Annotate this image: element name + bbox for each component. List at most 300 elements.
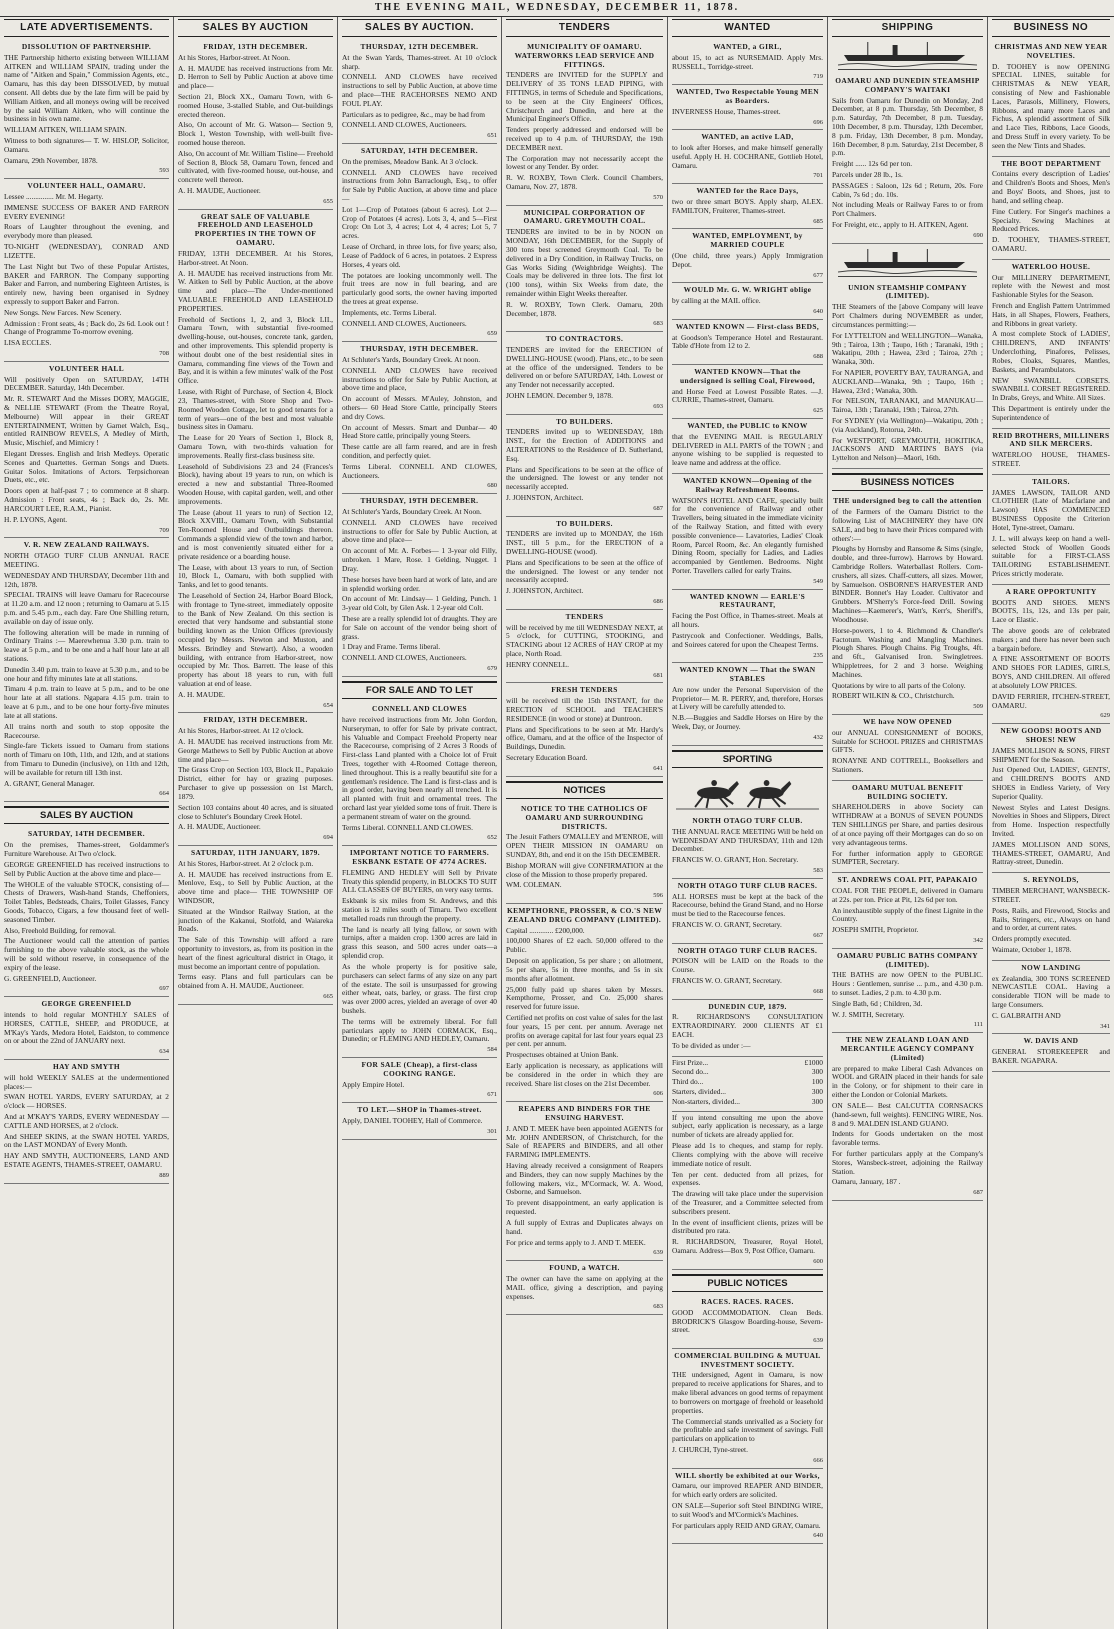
col2-ad	[342, 494, 497, 677]
ad-text: To prevent disappointment, an early application is requested.	[506, 1198, 663, 1217]
prize-label: Second do...	[672, 1067, 709, 1077]
ad-text: This Department is entirely under the Superintendence of	[992, 403, 1110, 422]
ad-text: Having already received a consignment of Reapers and Binders, they can now supply Machines by the following makers, viz., M'Cormack, W. A. Wood, Osborne, and Samuelson.	[506, 1161, 663, 1197]
col2-ad	[342, 40, 497, 144]
ad-text: A. H. MAUDE.	[178, 689, 226, 699]
col3-ad	[506, 206, 663, 332]
col4-ad	[672, 663, 823, 745]
ad-title: THE undersigned beg to call the attention	[833, 496, 982, 506]
ad-text: Waimate, October 1, 1878.	[992, 944, 1072, 954]
col4-ad	[672, 419, 823, 474]
ad-title: THE NEW ZEALAND LOAN AND MERCANTILE AGENCY COMPANY (Limited)	[840, 1035, 975, 1062]
ad-number: 596	[653, 892, 663, 900]
ad-title: OAMARU MUTUAL BENEFIT BUILDING SOCIETY.	[851, 782, 964, 801]
ad-title: TO LET.—SHOP in Thames-street.	[357, 1105, 482, 1115]
prize-label: Third do...	[672, 1077, 704, 1087]
ad-text: JAMES MOLLISON AND SONS, THAMES-STREET, OAMARU, And Rattray-street, Dunedin.	[992, 839, 1110, 867]
ad-text: For NELSON, TARANAKI, and MANUKAU—Tairoa, 13th ; Taranaki, 19th ; Tairoa, 27th.	[832, 396, 983, 415]
col3b-ad	[506, 802, 663, 904]
col3-ad	[506, 610, 663, 684]
ad-number: 570	[653, 193, 663, 201]
ad-text: have received instructions from Mr. John Gordon, Nurseryman, to offer for Sale by private contract, his Valuable and Compact Freehold Property near the Racecourse, comprising of 2 Acres 3 Roods of First-class Land planted with a Choice lot of Fruit Trees, together with 4-Roomed Cottage thereon, lined throughout. This is a really beautiful site for a gentleman's residence. The Land is first-class and is in good order, having been nearly all trenched. It is all planted with fruit and ornamental trees. The orchard last year yielded some tons of fruit. There is a permanent stream of water on the ground.	[342, 714, 497, 821]
ad-text: The Leasehold of Section 24, Harbor Board Block, with frontage to Tyne-street, immediately opposite to the Bank of New Zealand. On this section is erected that very handsome and substantial stone building known as the Union Offices (previously occupied by Messrs. Newton and Muston, and Messrs. Brindley and Stewart). Also, a wooden building, with entrance from Harbor-street, now occupied by Mr. Thos. Barrett. The lease of this property has about 18 years to run, with full valuation at end of lease.	[178, 590, 333, 689]
ad-title: UNION STEAMSHIP COMPANY (LIMITED).	[848, 282, 967, 301]
ad-number: 681	[653, 671, 663, 679]
prize-value: 100	[811, 1077, 823, 1087]
ad-text: INVERNESS House, Thames-street.	[672, 106, 781, 116]
ad-text: and Horse Feed at Lowest Possible Rates. —J. CURRIE, Thames-street, Oamaru.	[672, 386, 823, 405]
ad-text: ALL HORSES must be kept at the back of the Racecourse, behind the Grand Stand, and no Horse must be tied to the Racecourse fences.	[672, 891, 823, 919]
column-business-notices	[988, 17, 1114, 1629]
ad-text: Pastrycook and Confectioner. Weddings, Balls, and Soirees catered for upon the Cheapest Terms.	[672, 630, 823, 649]
col5b-ad	[832, 1033, 983, 1201]
ad-title: OAMARU AND DUNEDIN STEAMSHIP COMPANY'S WAITAKI	[835, 75, 980, 94]
ad-text: Lessee ............... Mr. M. Hegarty.	[4, 192, 104, 201]
ad-text: The Jesuit Fathers O'MALLEY and M'ENROE, will OPEN THEIR MISSION IN OAMARU on SUNDAY, 8th, and end it on the 15th DECEMBER.	[506, 832, 663, 860]
col6-ad	[992, 475, 1110, 585]
ad-text: HAY AND SMYTH, AUCTIONEERS, LAND AND ESTATE AGENTS, THAMES-STREET, OAMARU.	[4, 1151, 169, 1170]
ad-number: 235	[813, 651, 823, 659]
ad-title: ST. ANDREWS COAL PIT, PAPAKAIO	[837, 875, 978, 885]
ad-text: The drawing will take place under the supervision of the Treasurer, and a Committee selected from subscribers present.	[672, 1189, 823, 1216]
ad-text: The following alteration will be made in running of Ordinary Trains :— Maerewhenua 3.30 p.m. train to leave at 5 p.m., and to be one and a half hour late at all stations.	[4, 627, 169, 664]
ad-title: NEW GOODS! BOOTS AND SHOES! NEW	[1000, 726, 1102, 744]
col0-ad	[4, 362, 169, 539]
col3-ad	[506, 517, 663, 610]
column-sales-by-auction-1	[174, 17, 338, 1629]
ad-number: 549	[813, 577, 823, 585]
ad-text: A full supply of Extras and Duplicates always on hand.	[506, 1217, 663, 1236]
ad-text: As the whole property is for positive sale, purchasers can select farms of any size on any part of the estate. The soil is unsurpassed for growing either wheat, oats, barley, or grass. The first crop was over 2000 acres, yielded an average of over 40 bushels.	[342, 961, 497, 1015]
col2b-ad	[342, 846, 497, 1058]
column-heading: SALES BY AUCTION	[178, 19, 333, 37]
ad-text: For LYTTELTON and WELLINGTON—Wanaka, 9th ; Tairoa, 13th ; Taupo, 16th ; Taranaki, 19th ; Wakatipu, 20th ; Hawea, 23rd ; Tairoa, 27th ; Wanaka, 30th.	[832, 330, 983, 367]
col4-ad	[672, 320, 823, 365]
ad-text: A. H. MAUDE has received instructions from E. Menlove, Esq., to Sell by Public Auction, at the above time and place— THE TOWNSHIP OF WINDSOR,	[178, 869, 333, 905]
ad-text: Timaru 4 p.m. train to leave at 5 p.m., and to be one hour late at all stations. Ngapara 4.15 p.m. train to leave at 6 p.m., and to be one hour forty-five minutes late at all stations.	[4, 684, 169, 720]
section-heading: SALES BY AUCTION	[4, 806, 169, 824]
ad-text: that the EVENING MAIL is REGULARLY DELIVERED in ALL PARTS of the TOWN ; and anyone wishing to be supplied is requested to leave name and address at the office.	[672, 431, 823, 468]
ad-text: WATSON'S HOTEL AND CAFE, specially built for the convenience of Railway and other Travellers, being situated in the immediate vicinity of the Railway Station, and fitted with every possible convenience— Lavatories, Ladies' Cloak Room, Parcel Room, &c. An elegantly furnished Dining Room, specially for Ladies, and Ladies accompanied by Gentlemen. Bedrooms. Night Porter. Travellers called for early Trains.	[672, 495, 823, 576]
ad-text: Contains every description of Ladies' and Children's Boots and Shoes, Men's and Boys' Boots, and Shoes, just to hand, and selling cheap.	[992, 169, 1110, 205]
ad-text: THE Partnership hitherto existing between WILLIAM AITKEN and WILLIAM SPAIN, trading under the name of "Aitken and Spain," Commission Agents, etc., Oamaru, has this day been DISSOLVED, by mutual consent. All debts due by the late firm will be paid by William Aitken, and all moneys owing will be received by the said William Aitken, who will continue the business in his own name.	[4, 52, 169, 124]
col4b-ad	[672, 879, 823, 944]
col4-ad	[672, 365, 823, 419]
ad-title: REID BROTHERS, MILLINERS AND SILK MERCERS.	[992, 430, 1110, 449]
ad-number: 690	[973, 231, 983, 239]
ad-text: Freehold of Sections 1, 2, and 3, Block LII., Oamaru Town, with substantial five-roomed dwelling-house, out-houses, concrete tank, garden, and other improvements. This splendid property is without doubt one of the best residential sites in Oamaru, commanding fine views of the Town and Bay, and it is within a few minutes' walk of the Post Office.	[178, 314, 333, 386]
ad-number: 668	[813, 987, 823, 995]
ad-text: At Schluter's Yards, Boundary Creek. At Noon.	[342, 507, 482, 517]
ad-text: At his Stores, Harbor-street. At 2 o'clock p.m.	[178, 858, 314, 868]
col4-ad	[672, 184, 823, 229]
ad-number: 709	[159, 526, 169, 534]
ad-text: Please add 1s to cheques, and stamp for reply. Clients complying with the above will receive immediate notice of result.	[672, 1141, 823, 1168]
ad-number: 606	[653, 1090, 663, 1098]
ad-title: OAMARU PUBLIC BATHS COMPANY (LIMITED).	[837, 950, 978, 969]
ad-text: TENDERS are invited up to MONDAY, the 16th INST., till 5 p.m., for the ERECTION of a DWELLING-HOUSE (wood).	[506, 529, 663, 557]
ad-text: THE ANNUAL RACE MEETING Will be held on WEDNESDAY AND THURSDAY, 11th and 12th December.	[672, 826, 823, 854]
ad-number: 686	[653, 598, 663, 606]
ad-number: 629	[1100, 712, 1110, 720]
ad-text: WILLIAM AITKEN, WILLIAM SPAIN.	[4, 125, 127, 135]
ad-number: 341	[1100, 1022, 1110, 1030]
ad-number: 342	[973, 937, 983, 945]
ad-text: The land is nearly all lying fallow, or sown with turnips, after a maiden crop. 1300 acres are laid in grass this season, and 500 acres under oats—a splendid crop.	[342, 924, 497, 961]
ad-text: Leasehold of Subdivisions 23 and 24 (Frances's Block), having about 19 years to run, on which is erected a new and substantial Three-Roomed Wooden House, with capital garden, well, and other improvements.	[178, 461, 333, 506]
ad-title: WATERLOO HOUSE.	[1011, 261, 1091, 271]
ad-number: 688	[813, 353, 823, 361]
ad-text: TENDERS are INVITED for the SUPPLY and DELIVERY of 35 TONS LEAD PIPING, with FITTINGS, in terms of Schedule and Specifications, to be seen at the City Engineers' Offices, Christchurch and Dunedin, and here at the Municipal Engineer's Office.	[506, 70, 663, 124]
ad-number: 666	[813, 1456, 823, 1464]
ad-text: ROBERT WILKIN & CO., Christchurch.	[832, 691, 955, 701]
col4b-ad	[672, 814, 823, 879]
ad-text: FRANCIS W. O. GRANT, Secretary.	[672, 975, 782, 985]
col4b-ad	[672, 1000, 823, 1057]
newspaper-columns	[0, 17, 1114, 1629]
ad-number: 655	[323, 197, 333, 205]
ad-text: For SYDNEY (via Wellington)—Wakatipu, 20th ; (via Auckland), Rotorua, 24th.	[832, 416, 983, 434]
column-late-advertisements	[0, 17, 174, 1629]
ad-text: Oamaru, our improved REAPER AND BINDER, for which early orders are solicited.	[672, 1481, 823, 1500]
ad-title: A RARE OPPORTUNITY	[1005, 586, 1097, 596]
col6-ad	[992, 585, 1110, 724]
col3-ad	[506, 683, 663, 776]
ad-title: SATURDAY, 11TH JANUARY, 1879.	[190, 847, 321, 857]
ad-text: 1 Dray and Frame. Terms liberal.	[342, 642, 441, 652]
col0-ad	[4, 538, 169, 802]
ad-text: C. GALBRAITH AND	[992, 1010, 1061, 1020]
prize-label: Starters, divided...	[672, 1087, 726, 1097]
ad-text: Lease of Orchard, in three lots, for five years; also, Lease of Paddock of 6 acres, in potatoes. 2 Express Horses, 4 years old.	[342, 242, 497, 269]
col6-ad	[992, 157, 1110, 260]
ad-text: At his Stores, Harbor-street. At Noon.	[178, 52, 290, 62]
ad-number: 687	[653, 504, 663, 512]
ad-text: Oamaru, January, 187 .	[832, 1177, 901, 1187]
ad-number: 634	[159, 1048, 169, 1056]
col5b-ad	[832, 873, 983, 949]
col5b-ad	[832, 494, 983, 715]
ad-text: A most complete Stock of LADIES', CHILDREN'S, AND INFANTS' Underclothing, Pinafores, Pelisses, Robes, Cloaks, Squares, Mantles, Baskets, and Perambulators.	[992, 329, 1110, 374]
section-heading: SPORTING	[672, 750, 823, 768]
ad-text: For further particulars apply at the Company's Stores, Wansbeck-street, adjoining the Railway Station.	[832, 1148, 983, 1176]
ad-title: TENDERS	[565, 611, 604, 621]
ad-title: WANTED KNOWN—That the undersigned is selling Coal, Firewood,	[680, 366, 815, 385]
column-tenders	[502, 17, 668, 1629]
ad-title: WANTED KNOWN—Opening of the Railway Refreshment Rooms.	[683, 475, 812, 494]
ad-text: The Sale of this Township will afford a rare opportunity to investors, as, from its position in the heart of the finest agricultural district in Otago, it must become an important centre of population.	[178, 935, 333, 971]
ad-text: New Songs. New Farces. New Scenery.	[4, 307, 122, 317]
ad-text: RONAYNE AND COTTRELL, Booksellers and Stationers.	[832, 756, 983, 775]
ad-number: 683	[653, 320, 663, 328]
ad-text: Early application is necessary, as applications will be considered in the order in which they are received. Share list closes on the 21st December.	[506, 1061, 663, 1088]
ad-number: 652	[487, 834, 497, 842]
ad-text: A. H. MAUDE has received instructions from Mr. D. Herron to Sell by Public Auction at above time and place—	[178, 63, 333, 91]
ad-text: J. AND T. MEEK have been appointed AGENTS for Mr. JOHN ANDERSON, of Christchurch, for the Sale of REAPERS and BINDERS, and all other FARMING IMPLEMENTS.	[506, 1123, 663, 1160]
ad-number: 680	[487, 482, 497, 490]
ad-text: On the premises, Thames-street, Goldammer's Furniture Warehouse. At Two o'clock.	[4, 840, 169, 859]
ad-number: 671	[487, 1091, 497, 1099]
prize-value: 300	[811, 1067, 823, 1077]
col5b-ad	[832, 781, 983, 873]
ad-text: N.B.—Buggies and Saddle Horses on Hire by the Week, Day, or Journey.	[672, 713, 823, 732]
ad-text: about 15, to act as NURSEMAID. Apply Mrs. RUSSELL, Torridge-street.	[672, 52, 823, 71]
column-heading: LATE ADVERTISEMENTS.	[4, 19, 169, 37]
ad-title: KEMPTHORNE, PROSSER, & CO.'S NEW ZEALAND DRUG COMPANY (LIMITED).	[506, 906, 663, 924]
ad-text: The terms will be extremely liberal. For full particulars apply to JOHN CORMACK, Esq., Dunedin; or FLEMING AND HEDLEY, Oamaru.	[342, 1016, 497, 1044]
ad-text: at Goodson's Temperance Hotel and Restaurant. Table d'Hote from 12 to 2.	[672, 332, 823, 351]
ad-text: Doors open at half-past 7 ; to commence at 8 sharp. Admission : Front seats, 4s ; Back do, 2s. Mr. HARCOURT LEE, R.A.M., Pianist.	[4, 486, 169, 513]
ad-text: Orders promptly executed.	[992, 934, 1072, 944]
ad-text: Particulars as to pedigree, &c., may be had from	[342, 109, 486, 119]
ad-text: IMMENSE SUCCESS OF BAKER AND FARRON EVERY EVENING!	[4, 202, 169, 221]
ad-text: The Auctioneer would call the attention of parties furnishing to the above valuable stock, as the whole will be sold without reserve, in consequence of the expiry of the lease.	[4, 936, 169, 972]
ad-text: On account of Messrs. M'Auley, Johnston, and others— 60 Head Store Cattle, principally Steers and dry Cows.	[342, 394, 497, 421]
ad-title: V. R. NEW ZEALAND RAILWAYS.	[23, 540, 150, 550]
ad-title: TO BUILDERS.	[556, 518, 613, 528]
ad-text: Elegant Dresses. English and Irish Medleys. Operatic Scenes and Quartettes. German Songs and Duets. Guitar Solos. Imitations of Actors. Terpsichorean Duets, etc., etc.	[4, 449, 169, 485]
ad-text: DAVID FERRIER, ITCHEN-STREET, OAMARU.	[992, 691, 1110, 710]
ad-text: Section 21, Block XX., Oamaru Town, with 6-roomed House, 3-stalled Stable, and Out-buildings erected thereon.	[178, 91, 333, 119]
ad-title: MUNICIPAL CORPORATION OF OAMARU. GREYMOUTH COAL.	[523, 207, 646, 226]
ad-number: 693	[653, 402, 663, 410]
ad-text: Single Bath, 6d ; Children, 3d.	[832, 998, 923, 1008]
ad-text: Will positively Open on SATURDAY, 14TH DECEMBER. Saturday, 14th December.	[4, 374, 169, 393]
ad-title: WANTED, an active LAD,	[701, 132, 794, 142]
ad-title: WILL shortly be exhibited at our Works,	[675, 1470, 820, 1480]
ad-title: NORTH OTAGO TURF CLUB.	[692, 815, 803, 825]
ad-title: MUNICIPALITY OF OAMARU. WATERWORKS LEAD SERVICE AND FITTINGS.	[514, 41, 655, 69]
ad-text: TENDERS invited up to WEDNESDAY, 18th INST., for the Erection of ADDITIONS and ALTERATIONS to the Residence of D. Sutherland, Esq.	[506, 427, 663, 463]
ad-number: 654	[323, 701, 333, 709]
ad-text: Not including Meals or Railway Fares to or from Port Chalmers.	[832, 200, 983, 219]
ad-text: to look after Horses, and make himself generally useful. Apply H. H. COCHRANE, Gottlieb Hotel, Oamaru.	[672, 143, 823, 170]
col4c-ad	[672, 1295, 823, 1349]
col0b-ad	[4, 997, 169, 1060]
ad-text: A FINE ASSORTMENT OF BOOTS AND SHOES FOR LADIES, GIRLS, BOYS, AND CHILDREN. All offered at absolutely LOW PRICES.	[992, 654, 1110, 690]
ad-text: NORTH OTAGO TURF CLUB ANNUAL RACE MEETING.	[4, 551, 169, 569]
column-shipping	[828, 17, 988, 1629]
ad-text: J. CHURCH, Tyne-street.	[672, 1444, 748, 1454]
col3-ad	[506, 40, 663, 206]
ad-text: intends to hold regular MONTHLY SALES of HORSES, CATTLE, SHEEP, and PRODUCE, at M'Kay's Yards, Medora Hotel, Eaidston, to commence on or about the 22nd of JANUARY next.	[4, 1009, 169, 1046]
ad-title: NORTH OTAGO TURF CLUB RACES.	[677, 945, 818, 955]
ad-title: COMMERCIAL BUILDING & MUTUAL INVESTMENT SOCIETY.	[674, 1350, 821, 1369]
ad-text: At the Swan Yards, Thames-street. At 10 o'clock sharp.	[342, 52, 497, 71]
ad-text: The Commercial stands unrivalled as a Society for the profitable and safe investment of savings. Full particulars on application to	[672, 1416, 823, 1444]
steamship-icon	[838, 248, 977, 277]
ad-text: Terms Liberal. CONNELL AND CLOWES, Auctioneers.	[342, 461, 497, 480]
ad-text: JAMES MOLLISON & SONS, FIRST SHIPMENT for the Season.	[992, 745, 1110, 764]
ad-title: FRIDAY, 13TH DECEMBER.	[203, 715, 308, 725]
col6-ad	[992, 40, 1110, 157]
ad-text: THE undersigned, Agent in Oamaru, is now prepared to receive applications for Shares, and to make liberal advances on good terms of repayment to borrowers on mortgage of freehold or leasehold properties.	[672, 1370, 823, 1415]
ad-text: Facing the Post Office, in Thames-street. Meals at all hours.	[672, 611, 823, 630]
ad-text: For further information apply to GEORGE SUMPTER, Secretary.	[832, 848, 983, 867]
ad-text: W. J. SMITH, Secretary.	[832, 1009, 905, 1019]
prize-value: 300	[811, 1096, 823, 1106]
ad-text: R. RICHARDSON'S CONSULTATION EXTRAORDINARY. 2000 CLIENTS AT £1 EACH.	[672, 1012, 823, 1039]
ad-text: Are now under the Personal Supervision of the Proprietor— M. R. PERRY, and, therefore, Horses at Livery will be carefully attended to.	[672, 684, 823, 712]
ad-text: The Corporation may not necessarily accept the lowest or any Tender. By order.	[506, 153, 663, 172]
ad-title: WANTED KNOWN — First-class BEDS,	[675, 321, 820, 331]
ad-title: FRESH TENDERS	[551, 685, 618, 695]
ad-text: R. W. ROXBY, Town Clerk. Oamaru, 20th December, 1878.	[506, 299, 663, 318]
col0-ad	[4, 40, 169, 179]
ad-number: 683	[653, 1303, 663, 1311]
ad-text: The Last Night but Two of these Popular Artistes, BAKER and FARRON. The Company supporting Baker and Farron, and numbering Eighteen Artistes, is entirely new, having been organised in Sydney expressly to support Baker and Farron.	[4, 261, 169, 306]
ad-title: S. REYNOLDS,	[1023, 875, 1079, 885]
ad-text: Just Opened Out, LADIES', GENTS', and CHILDREN'S BOOTS AND SHOES in Endless Variety, of Very Superior Quality.	[992, 765, 1110, 801]
ad-text: FRANCIS W. O. GRANT, Secretary.	[672, 920, 782, 929]
ad-text: At his Stores, Harbor-street. At 12 o'clock.	[178, 726, 304, 736]
steamship-icon	[838, 41, 977, 70]
prize-row	[672, 1088, 823, 1097]
col1-ad	[178, 713, 333, 845]
ad-text: Plans and Specifications to be seen at the office of the undersigned. The lowest or any tender not necessarily accepted.	[506, 464, 663, 492]
ad-title: DISSOLUTION OF PARTNERSHIP.	[21, 41, 152, 51]
ad-text: D. TOOHEY is now OPENING SPECIAL LINES, suitable for CHRISTMAS & NEW YEAR, consisting of New and Fashionable Laces, Parasols, Millinery, Flowers, Ribbons, and many more Laces and Fichus, A splendid assortment of Silk and Lace Ties, Ribbons, Lace Goods, and Dress Stuff in every variety. To be seen the New Tints and Shades.	[992, 61, 1110, 150]
ad-title: NOW LANDING	[1021, 962, 1081, 972]
ad-text: These cattle are all farm reared, and are in fresh condition, and perfectly quiet.	[342, 442, 497, 461]
col6-ad	[992, 961, 1110, 1035]
ad-text: Parcels under 28 lb., 1s.	[832, 170, 903, 180]
col2b-ad	[342, 1058, 497, 1103]
ad-number: 584	[487, 1046, 497, 1054]
column-heading: BUSINESS NO	[992, 19, 1110, 37]
ad-text: FLEMING AND HEDLEY will Sell by Private Treaty this splendid property, in BLOCKS TO SUIT ALL CLASSES OF BUYERS, on very easy terms.	[342, 867, 497, 895]
ad-text: Apply Empire Hotel.	[342, 1079, 405, 1089]
ad-text: D. TOOHEY, THAMES-STREET, OAMARU.	[992, 235, 1110, 253]
ad-title: VOLUNTEER HALL	[48, 363, 125, 373]
col2b-ad	[342, 702, 497, 846]
ad-title: RACES. RACES. RACES.	[701, 1296, 794, 1306]
ad-text: Also, Freehold Building, for removal.	[4, 925, 116, 935]
ad-title: WANTED KNOWN — EARLE'S RESTAURANT,	[689, 591, 806, 610]
col0b-ad	[4, 827, 169, 997]
racehorses-icon	[676, 771, 819, 811]
ad-text: Posts, Rails, and Firewood, Stocks and Rails, Stringers, etc., Always on hand and to order, at current rates.	[992, 905, 1110, 933]
ad-text: ex Zealandia, 300 TONS SCREENED NEWCASTLE COAL. Having a considerable TION will be made to large Consumers.	[992, 973, 1110, 1009]
ad-title: CHRISTMAS AND NEW YEAR NOVELTIES.	[994, 41, 1108, 60]
ad-text: Admission : Front seats, 4s ; Back do, 2s 6d. Look out ! Change of Programme To-morrow evening.	[4, 318, 169, 337]
ad-title: THURSDAY, 12TH DECEMBER.	[360, 41, 479, 51]
ad-text: In the event of insufficient clients, prizes will be distributed pro rata.	[672, 1217, 823, 1236]
ad-text: Eskbank is six miles from St. Andrews, and this station is 12 miles south of Timaru. Two excellent metalled roads run through the property.	[342, 896, 497, 923]
ad-number: 301	[487, 1127, 497, 1135]
ad-title: WANTED, Two Respectable Young MEN as Boarders.	[675, 87, 820, 105]
ad-number: 625	[813, 407, 823, 415]
ad-text: two or three smart BOYS. Apply sharp, ALEX. FAMILTON, Fruiterer, Thames-street.	[672, 197, 823, 215]
ad-text: These are a really splendid lot of draughts. They are for Sale on account of the vendor being short of grass.	[342, 613, 497, 641]
ad-text: SPECIAL TRAINS will leave Oamaru for Racecourse at 11.20 a.m. and 12 noon ; returning to Oamaru at 5.15 p.m. and 5.45 p.m., each day. Fare One Shilling return, available on day of issue only.	[4, 590, 169, 626]
ad-text: And SHEEP SKINS, at the SWAN HOTEL YARDS, on the LAST MONDAY of Every Month.	[4, 1131, 169, 1150]
col4-ad	[672, 590, 823, 664]
ad-text: The Lease for 20 Years of Section 1, Block 8, Oamaru Town, with two-thirds valuation for improvements. Really first-class business site.	[178, 433, 333, 460]
ad-text: On account of Mr. A. Forbes— 1 3-year old Filly, unbroken. 1 Mare, Rose. 1 Gelding, Nugget. 1 Dray.	[342, 546, 497, 573]
ad-text: Situated at the Windsor Railway Station, at the junction of the Kakanui, Stotfold, and Waiareka Roads.	[178, 906, 333, 934]
ad-text: CONNELL AND CLOWES have received instructions to offer for Sale by Public Auction, at above time and place,	[342, 365, 497, 393]
ad-text: The Grass Crop on Section 103, Block II., Papakaio District, either for hay or grazing purposes. Purchaser to give up possession on 1st March, 1879.	[178, 765, 333, 801]
ad-title: GEORGE GREENFIELD	[41, 999, 132, 1009]
section-heading: NOTICES	[506, 781, 663, 799]
ad-text: Secretary Education Board.	[506, 753, 588, 763]
column-wanted	[668, 17, 828, 1629]
ad-title: THE BOOT DEPARTMENT	[1001, 158, 1101, 168]
ad-number: 679	[487, 665, 497, 673]
ad-text: GENERAL STOREKEEPER and BAKER. NGAPARA.	[992, 1047, 1110, 1065]
ad-title: REAPERS AND BINDERS FOR THE ENSUING HARVEST.	[518, 1104, 651, 1122]
ad-text: A. H. MAUDE, Auctioneer.	[178, 186, 261, 196]
ad-text: Lot 1—Crop of Potatoes (about 6 acres). Lot 2—Crop of Potatoes (4 acres). Lots 3, 4, and 5—First Crop: On Lot 3, 4 acres; Lot 4, 4 acres; Lot 5, 7 acres.	[342, 204, 497, 241]
ad-text: R. W. ROXBY, Town Clerk. Council Chambers, Oamaru, Nov. 27, 1878.	[506, 173, 663, 192]
col1-ad	[178, 846, 333, 1005]
ad-number: 889	[159, 1171, 169, 1179]
ad-text: And at M'KAY'S YARDS, EVERY WEDNESDAY — CATTLE AND HORSES, at 2 o'clock.	[4, 1112, 169, 1130]
col6-ad	[992, 724, 1110, 873]
ad-title: CONNELL AND CLOWES	[371, 704, 468, 714]
prize-value: 300	[811, 1087, 823, 1097]
col3-ad	[506, 415, 663, 517]
col4-ad	[672, 283, 823, 319]
ad-text: Dunedin 3.40 p.m. train to leave at 5.30 p.m., and to be one hour and fifty minutes late at all stations.	[4, 664, 169, 683]
col4-ad	[672, 130, 823, 184]
ad-text: FRANCIS W. O. GRANT, Hon. Secretary.	[672, 855, 799, 865]
ad-text: Sails from Oamaru for Dunedin on Monday, 2nd December, at 8 p.m. Thursday, 5th December, 8 p.m. Saturday, 7th December, 8 p.m. Tuesday, 10th December, 8 p.m. Thursday, 12th December, 8 p.m. Friday, 13th December, 8 p.m. Monday, 16th December, 8 p.m. Saturday, 21st December, 8 p.m.	[832, 95, 983, 158]
ad-text: Lease, with Right of Purchase, of Section 4, Block 23, Thames-street, with Store Shop and Two-Roomed Wooden Cottage, let to good tenants for a term of years—one of the best and most valuable business sites in Oamaru.	[178, 387, 333, 432]
col2b-ad	[342, 1103, 497, 1139]
ad-text: To be divided as under :—	[672, 1040, 751, 1050]
col5-ad	[832, 74, 983, 244]
ad-text: 25,000 fully paid up shares taken by Messrs. Kempthorne, Prosser, and Co. 25,000 shares reserved for future issue.	[506, 984, 663, 1012]
ad-text: Ploughs by Hornsby and Ransome & Sims (single, double, and three-furrow). Harrows by Howard. Cambridge Rollers. Waterballast Rollers. Corn-crushers, all sizes. Chaff-cutters, all sizes. Mower, by Samuelson. OSBORNE'S HARVESTER AND BINDER. Bonnet's Hay Loader. Cultivator and Grubbers. M'Sherry's Force-feed Drill. Sowing Machines—Kaemerer's, Watt's, Kerr's, Sheriff's, Woodhouse.	[832, 544, 983, 624]
ad-text: Mr. R. STEWART And the Misses DORY, MAGGIE, & NELLIE STEWART (From the Theatre Royal, Melbourne) Will appear in their GREAT ENTERTAINMENT, Written by Garnet Walch, Esq., entitled RAINBOW REVELS, A Medley of Mirth, Music, Mischief, and Mimicry !	[4, 394, 169, 448]
col3b-ad	[506, 1261, 663, 1315]
col0b-ad	[4, 1060, 169, 1184]
prize-row	[672, 1078, 823, 1087]
col4c-ad	[672, 1469, 823, 1545]
ad-text: Terms easy. Plans and full particulars can be obtained from A. H. MAUDE, Auctioneer.	[178, 972, 333, 991]
col3-ad	[506, 332, 663, 414]
ad-text: LISA ECCLES.	[4, 338, 52, 348]
ad-text: GEORGE GREENFIELD has received instructions to Sell by Public Auction at the above time and place—	[4, 859, 169, 878]
ad-text: For WESTPORT, GREYMOUTH, HOKITIKA, JACKSON'S AND MARTIN'S BAYS (via Lyttelton and Nelson)—Maori, 16th.	[832, 435, 983, 463]
ad-text: JOHN LEMON. December 9, 1878.	[506, 390, 613, 400]
ad-text: For price and terms apply to J. AND T. MEEK.	[506, 1237, 646, 1247]
ad-text: Capital ............. £200,000.	[506, 925, 585, 935]
ad-text: Indents for Goods undertaken on the most favorable terms.	[832, 1129, 983, 1148]
ad-title: NOTICE TO THE CATHOLICS OF OAMARU AND SURROUNDING DISTRICTS.	[521, 803, 648, 831]
ad-text: On account of Mr. Lindsay— 1 Gelding, Punch. 1 3-year old Colt, by Glen Ask. 1 2-year old Colt.	[342, 594, 497, 613]
ad-text: NEW SWANBILL CORSETS. SWANBILL CORSET REGISTERED. In Drabs, Greys, and White. All Sizes.	[992, 375, 1110, 403]
ad-text: COAL FOR THE PEOPLE, delivered in Oamaru at 22s. per ton. Price at Pit, 12s 6d per ton.	[832, 885, 983, 904]
ad-text: On account of Messrs. Smart and Dunbar— 40 Head Store cattle, principally young Steers.	[342, 422, 497, 441]
ad-text: Plans and Specifications to be seen at the office of the undersigned. The lowest or any tender not necessarily accepted.	[506, 557, 663, 585]
ad-number: 687	[973, 1189, 983, 1197]
ad-text: SWAN HOTEL YARDS, EVERY SATURDAY, at 2 o'clock — HORSES.	[4, 1092, 169, 1111]
ad-text: TENDERS are invited to be in by NOON on MONDAY, 16th DECEMBER, for the Supply of 300 tons best screened Greymouth Coal. To be delivered in a Dry Condition, in Railway Trucks, on Gas Works Siding (Weighbridge Weights). The Coals may be delivered in three lots. The first lot (100 tons), within Six Weeks from date, the remainder within Eight Weeks thereafter.	[506, 227, 663, 298]
prize-row	[672, 1059, 823, 1068]
ad-text: Terms Liberal. CONNELL AND CLOWES.	[342, 822, 473, 832]
ad-title: DUNEDIN CUP, 1879.	[708, 1001, 787, 1011]
ad-text: JOSEPH SMITH, Proprietor.	[832, 925, 919, 935]
prize-value: £1000	[804, 1057, 823, 1067]
col2-ad	[342, 342, 497, 494]
col4b-ad	[672, 1112, 823, 1270]
newspaper-masthead: THE EVENING MAIL, WEDNESDAY, DECEMBER 11, 1878.	[0, 0, 1114, 17]
ad-text: THE BATHS are now OPEN to the PUBLIC. Hours : Gentlemen, sunrise ... p.m., and 4.30 p.m. to sunset. Ladies, 2 p.m. to 4.30 p.m.	[832, 970, 983, 998]
ad-number: 664	[159, 790, 169, 798]
